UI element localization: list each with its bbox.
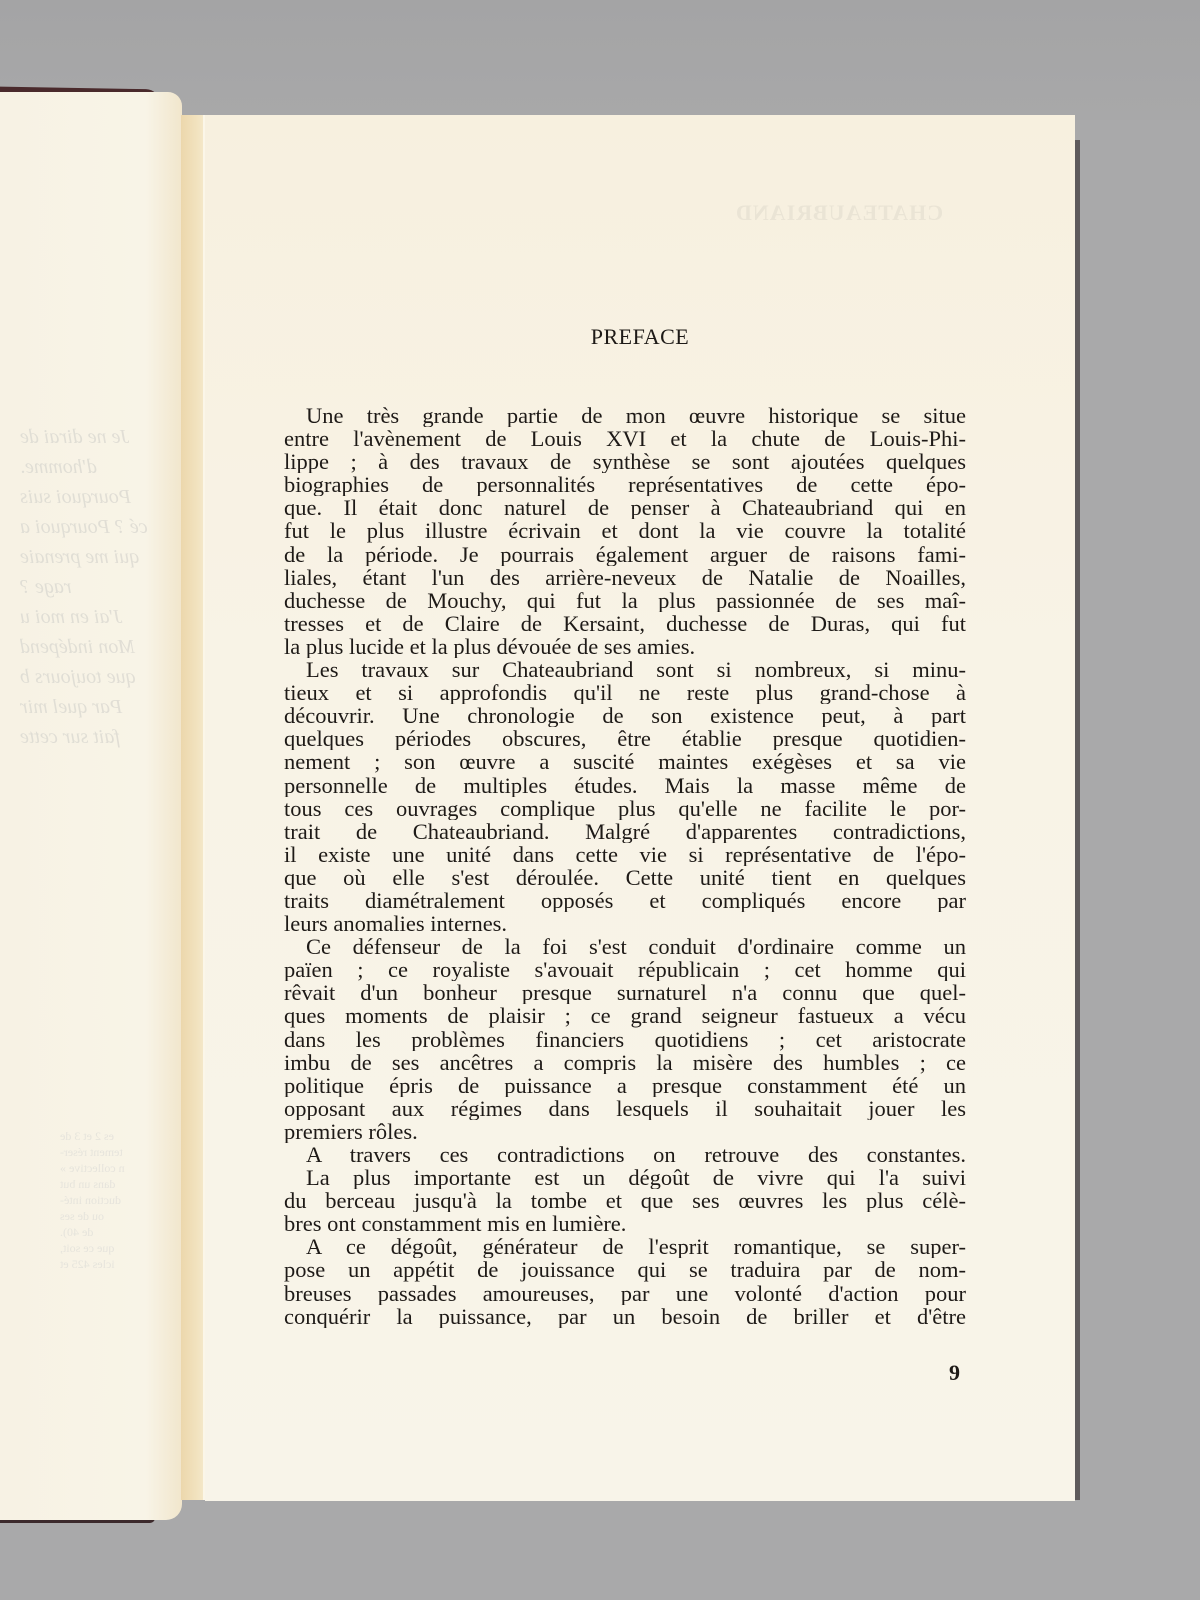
text-line: breuses passades amoureuses, par une volonté d'action pour	[284, 1281, 966, 1305]
gutter-crease	[203, 115, 205, 1500]
text-line: duchesse de Mouchy, qui fut la plus passionnée de ses maî-	[284, 588, 966, 612]
showthrough-line: Pourquoi suis	[20, 486, 131, 508]
text-line: lippe ; à des travaux de synthèse se sont ajoutées quelques	[284, 450, 966, 474]
showthrough-footnote-line: que ce soit,	[60, 1241, 115, 1255]
showthrough-footnote-line: es 2 et 3 de	[60, 1129, 114, 1143]
text-line: découvrir. Une chronologie de son existence peut, à part	[284, 704, 966, 728]
body-text	[284, 404, 966, 1328]
showthrough-footnote-line: ou de ses	[60, 1209, 104, 1223]
text-line: païen ; ce royaliste s'avouait républicain ; cet homme qui	[284, 958, 966, 982]
text-line: A ce dégoût, générateur de l'esprit romantique, se super-	[306, 1235, 966, 1259]
showthrough-line: que toujours b	[20, 666, 136, 688]
left-page-showthrough	[20, 422, 180, 752]
showthrough-footnote-line: dans un but	[60, 1177, 116, 1191]
text-line: La plus importante est un dégoût de vivre qui l'a suivi	[306, 1166, 966, 1190]
showthrough-line: fait sur cette	[20, 726, 120, 748]
page-number: 9	[949, 1360, 960, 1385]
text-line: ques moments de plaisir ; ce grand seigneur fastueux a vécu	[284, 1004, 966, 1028]
text-line: biographies de personnalités représentatives de cette épo-	[284, 473, 966, 497]
text-line: tresses et de Claire de Kersaint, duchesse de Duras, qui fut	[284, 611, 966, 635]
text-line: opposant aux régimes dans lesquels il souhaitait jouer les	[284, 1096, 966, 1120]
text-line: Une très grande partie de mon œuvre historique se situe	[306, 404, 966, 428]
showthrough-line: rage ?	[20, 576, 72, 598]
text-line: bres ont constamment mis en lumière.	[284, 1212, 627, 1236]
text-line: de la période. Je pourrais également arguer de raisons fami-	[284, 542, 966, 566]
text-line: leurs anomalies internes.	[284, 912, 508, 936]
showthrough-line: J'ai en moi u	[20, 606, 123, 628]
text-line: liales, étant l'un des arrière-neveux de Natalie de Noailles,	[284, 565, 966, 589]
showthrough-line: d'homme.	[20, 456, 98, 478]
text-line: A travers ces contradictions on retrouve des constantes.	[306, 1143, 966, 1167]
text-line: Les travaux sur Chateaubriand sont si nombreux, si minu-	[306, 658, 966, 682]
text-line: conquérir la puissance, par un besoin de briller et d'être	[284, 1304, 966, 1328]
showthrough-footnote-line: icles 425 et	[60, 1257, 115, 1271]
text-line: rêvait d'un bonheur presque surnaturel n'a connu que quel-	[284, 981, 966, 1005]
showthrough-line: qui me prenaie	[20, 546, 140, 568]
text-line: quelques périodes obscures, être établie presque quotidien-	[284, 727, 966, 751]
text-line: tieux et si approfondis qu'il ne reste plus grand-chose à	[284, 681, 966, 705]
text-line: personnelle de multiples études. Mais la masse même de	[284, 773, 966, 797]
text-line: que où elle s'est déroulée. Cette unité tient en quelques	[284, 865, 966, 889]
showthrough-footnote-line: de 40).	[60, 1225, 94, 1239]
text-line: fut le plus illustre écrivain et dont la vie couvre la totalité	[284, 519, 966, 543]
text-line: premiers rôles.	[284, 1119, 418, 1143]
left-page	[0, 92, 182, 1520]
text-line: tous ces ouvrages complique plus qu'elle ne facilite le por-	[284, 796, 966, 820]
showthrough-footnote-line: tement réser-	[60, 1145, 123, 1159]
left-page-footnote-showthrough	[60, 1128, 170, 1272]
text-line: dans les problèmes financiers quotidiens ; cet aristocrate	[284, 1027, 966, 1051]
showthrough-line: cé ? Pourquoi a	[20, 516, 148, 538]
showthrough-line: Je ne dirai de	[20, 426, 130, 448]
showthrough-line: Par quel mir	[20, 696, 123, 718]
text-line: nement ; son œuvre a suscité maintes exégèses et sa vie	[284, 750, 966, 774]
showthrough-footnote-line: duction inté-	[60, 1193, 121, 1207]
showthrough-running-header: CHATEAUBRIAND	[735, 200, 944, 225]
text-line: trait de Chateaubriand. Malgré d'apparentes contradictions,	[284, 819, 966, 843]
text-line: la plus lucide et la plus dévouée de ses amies.	[284, 634, 696, 659]
showthrough-line: Mon indépend	[20, 636, 135, 658]
text-line: politique épris de puissance a presque constamment été un	[284, 1073, 966, 1097]
page-title: PREFACE	[590, 324, 690, 349]
text-line: entre l'avènement de Louis XVI et la chute de Louis-Phi-	[284, 427, 966, 451]
text-line: du berceau jusqu'à la tombe et que ses œuvres les plus célè-	[284, 1189, 966, 1213]
text-line: traits diamétralement opposés et compliqués encore par	[284, 888, 966, 913]
text-line: que. Il était donc naturel de penser à Chateaubriand qui en	[284, 496, 966, 520]
text-line: imbu de ses ancêtres a compris la misère des humbles ; ce	[284, 1050, 966, 1074]
text-line: Ce défenseur de la foi s'est conduit d'ordinaire comme un	[306, 935, 966, 959]
text-line: pose un appétit de jouissance qui se traduira par de nom-	[284, 1258, 966, 1282]
text-line: il existe une unité dans cette vie si représentative de l'épo-	[284, 842, 966, 866]
showthrough-footnote-line: n collective »	[60, 1161, 125, 1175]
